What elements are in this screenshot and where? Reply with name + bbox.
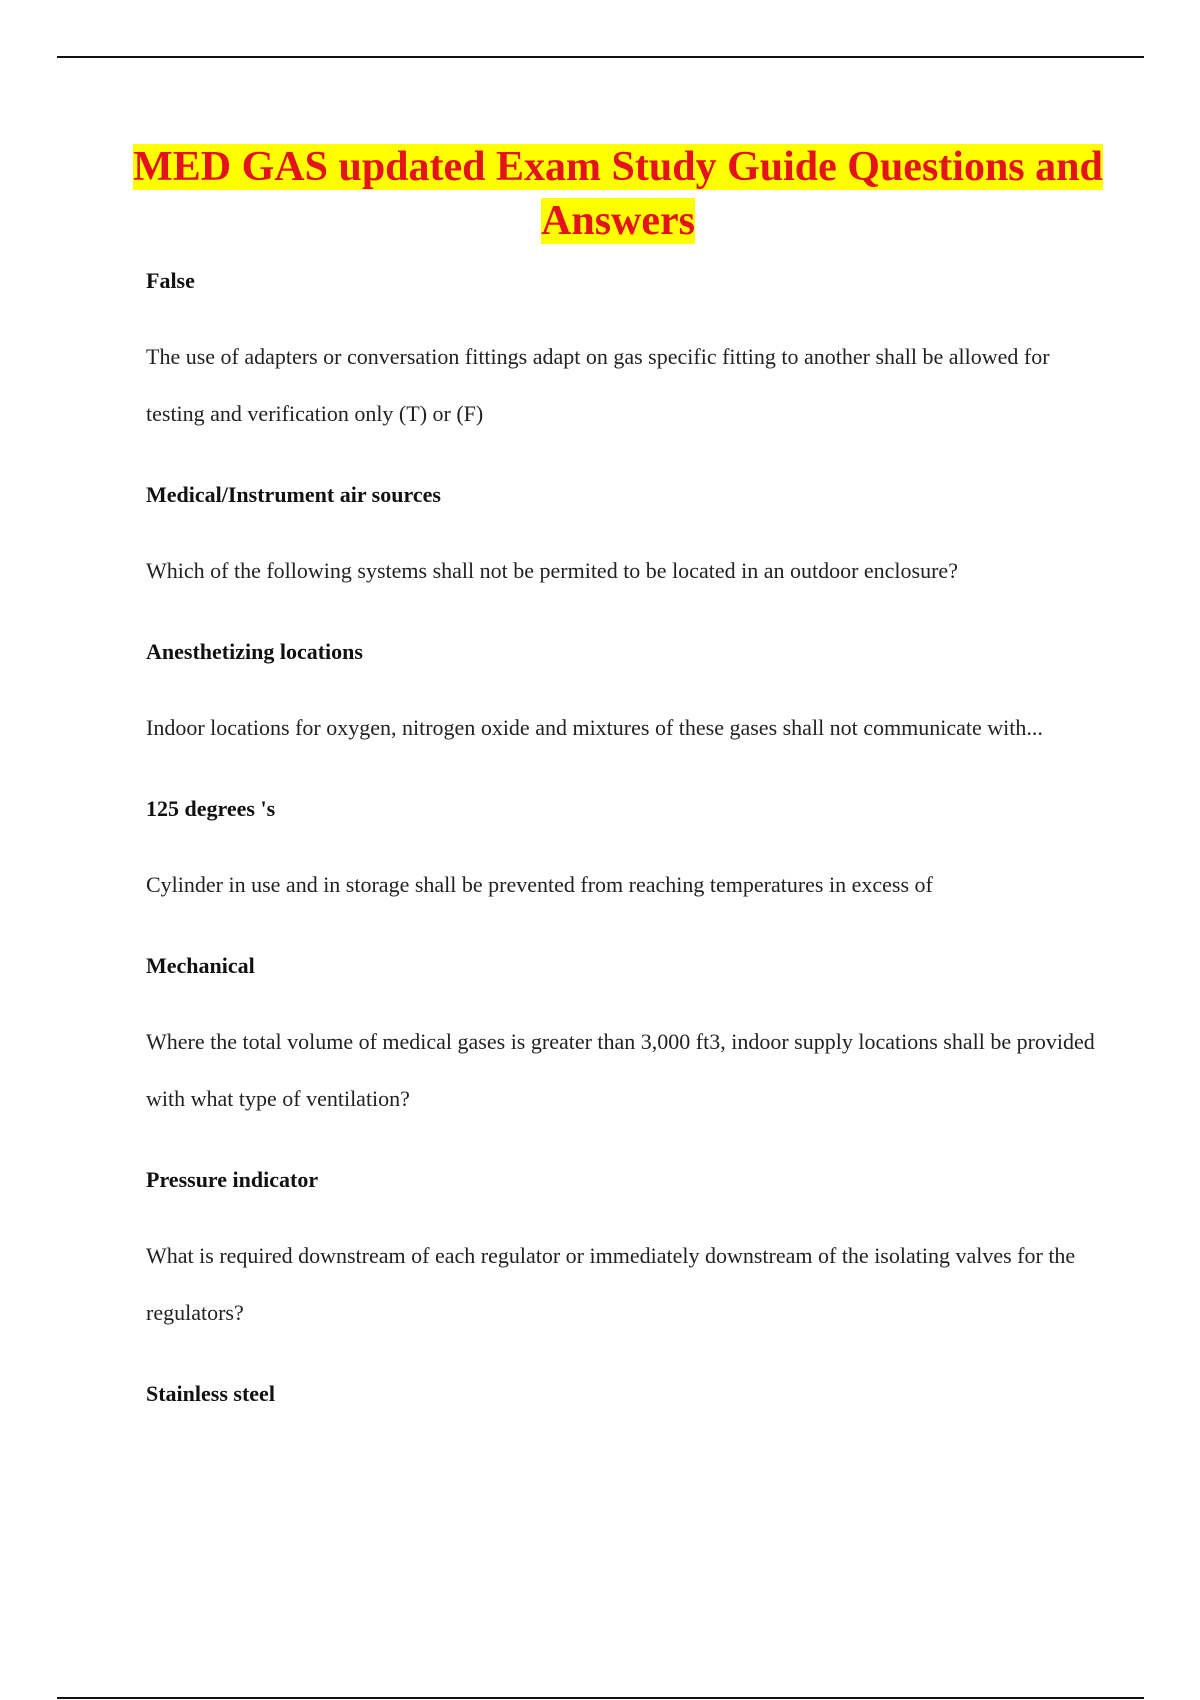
question-text: Where the total volume of medical gases is greater than 3,000 ft3, indoor supply locations shall be provided with what type of ventilation?	[146, 1029, 1095, 1111]
bottom-rule	[57, 1697, 1144, 1699]
document-title	[120, 140, 1116, 248]
answer-text: 125 degrees 's	[146, 796, 276, 821]
top-rule	[57, 56, 1144, 58]
answer-text: False	[146, 268, 195, 293]
question-text: The use of adapters or conversation fittings adapt on gas specific fitting to another shall be allowed for testing and verification only (T) or (F)	[146, 344, 1050, 426]
answer-text: Mechanical	[146, 953, 255, 978]
answer-text: Pressure indicator	[146, 1167, 319, 1192]
title-highlight: MED GAS updated Exam Study Guide Questions and Answers	[133, 144, 1103, 244]
question-text: Indoor locations for oxygen, nitrogen oxide and mixtures of these gases shall not communicate with...	[146, 715, 1043, 740]
question-text: Which of the following systems shall not be permited to be located in an outdoor enclosure?	[146, 558, 958, 583]
answer-text: Medical/Instrument air sources	[146, 482, 441, 507]
qa-list	[146, 262, 1106, 1413]
question-text: Cylinder in use and in storage shall be prevented from reaching temperatures in excess of	[146, 872, 933, 897]
answer-text: Anesthetizing locations	[146, 639, 363, 664]
answer-text: Stainless steel	[146, 1381, 275, 1406]
question-text: What is required downstream of each regulator or immediately downstream of the isolating valves for the regulators?	[146, 1243, 1076, 1325]
